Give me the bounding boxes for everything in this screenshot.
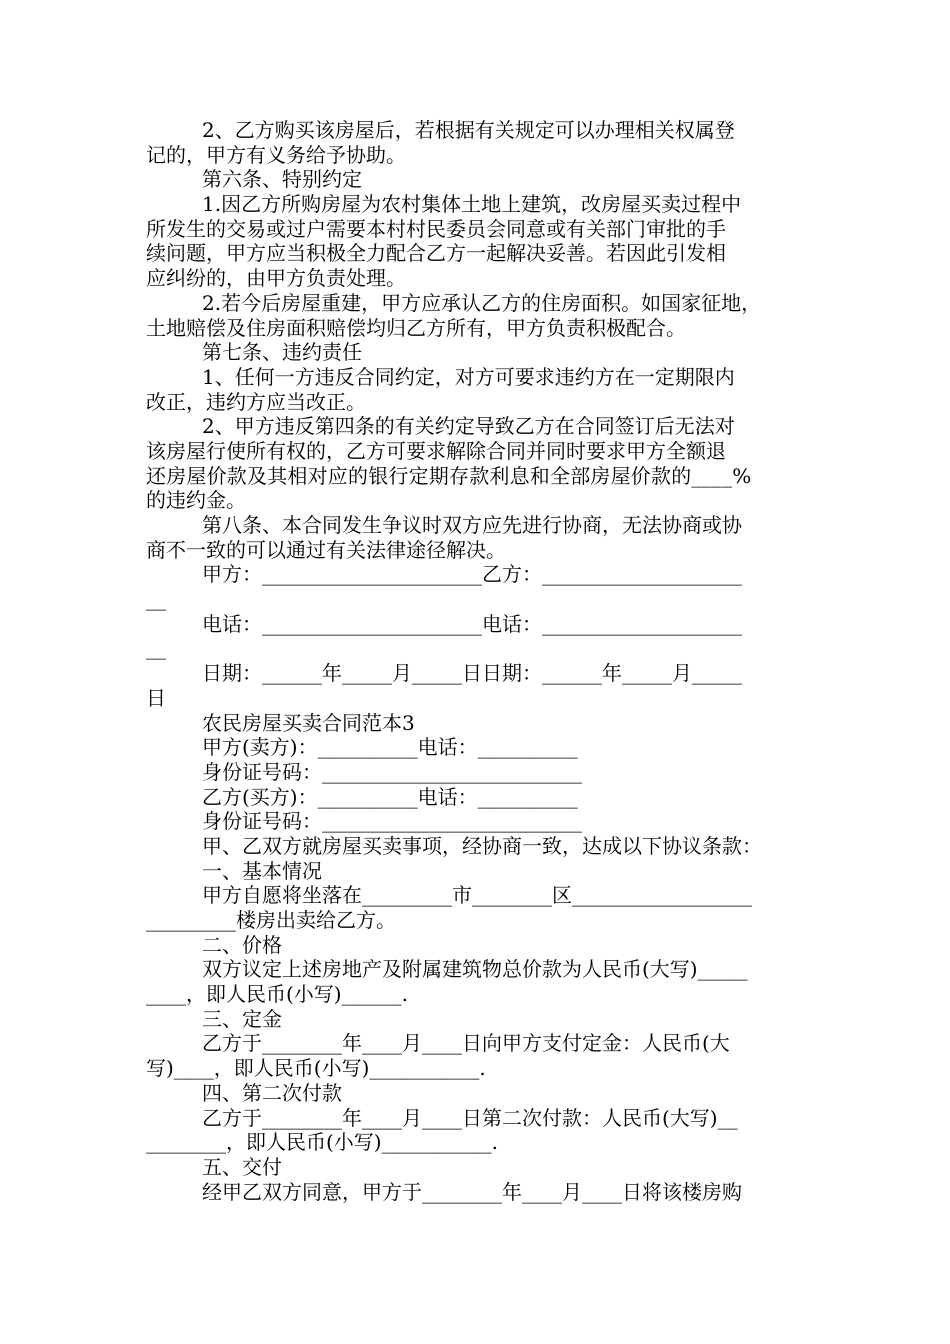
clause-7-2-line-2: 该房屋行使所有权的，乙方可要求解除合同并同时要求甲方全额退 [146, 438, 726, 463]
clause-7-2-line-1: 2、甲方违反第四条的有关约定导致乙方在合同签订后无法对 [202, 414, 735, 439]
article-8-line-2: 商不一致的可以通过有关法律途径解决。 [146, 537, 506, 562]
section-1-line-2: _________楼房出卖给乙方。 [146, 908, 396, 932]
section-1-heading: 一、基本情况 [202, 858, 322, 883]
clause-6-1-line-2: 所发生的交易或过户需要本村村民委员会同意或有关部门审批的手 [146, 216, 726, 241]
clause-6-2-line-1: 2.若今后房屋重建，甲方应承认乙方的住房面积。如国家征地， [202, 290, 762, 315]
seller-phone-line: 甲方(卖方)：__________电话：__________ [202, 735, 578, 760]
clause-6-1-line-1: 1.因乙方所购房屋为农村集体土地上建筑，改房屋买卖过程中 [202, 192, 742, 217]
signature-party-overflow: __ [146, 587, 166, 612]
article-6-heading: 第六条、特别约定 [202, 167, 362, 192]
clause-7-1-line-1: 1、任何一方违反合同约定，对方可要求违约方在一定期限内 [202, 364, 735, 389]
section-2-line-1: 双方议定上述房地产及附属建筑物总价款为人民币(大写)_____ [202, 957, 748, 982]
signature-party-line: 甲方：______________________乙方：____________________ [202, 562, 742, 587]
signature-date-overflow: 日 [146, 685, 166, 710]
section-4-heading: 四、第二次付款 [202, 1080, 342, 1105]
template-3-title: 农民房屋买卖合同范本3 [202, 710, 415, 735]
section-4-line-2: ________，即人民币(小写)___________. [146, 1130, 498, 1155]
buyer-id-line: 身份证号码：__________________________ [202, 809, 582, 834]
section-2-line-2: ____，即人民币(小写)______. [146, 982, 408, 1007]
clause-7-1-line-2: 改正，违约方应当改正。 [146, 389, 366, 414]
clause-7-2-line-3: 还房屋价款及其相对应的银行定期存款利息和全部房屋价款的____% [146, 463, 752, 488]
signature-phone-line: 电话：______________________电话：____________________ [202, 611, 742, 636]
agreement-intro: 甲、乙双方就房屋买卖事项，经协商一致，达成以下协议条款： [202, 833, 762, 858]
section-4-line-1: 乙方于________年____月____日第二次付款：人民币(大写)__ [202, 1105, 738, 1130]
signature-date-line: 日期：______年_____月_____日日期：______年_____月_____ [202, 661, 742, 686]
article-8-line-1: 第八条、本合同发生争议时双方应先进行协商，无法协商或协 [202, 513, 742, 537]
section-3-line-2: 写)____，即人民币(小写)___________. [146, 1056, 486, 1081]
section-5-heading: 五、交付 [202, 1154, 282, 1179]
clause-6-2-line-2: 土地赔偿及住房面积赔偿均归乙方所有，甲方负责积极配合。 [146, 315, 686, 340]
clause-7-2-line-4: 的违约金。 [146, 488, 246, 513]
article-7-heading: 第七条、违约责任 [202, 340, 362, 365]
clause-5-2-line-1: 2、乙方购买该房屋后，若根据有关规定可以办理相关权属登 [202, 118, 735, 142]
clause-6-1-line-3: 续问题，甲方应当积极全力配合乙方一起解决妥善。若因此引发相 [146, 241, 726, 266]
clause-6-1-line-4: 应纠纷的，由甲方负责处理。 [146, 266, 406, 291]
buyer-phone-line: 乙方(买方)：__________电话：__________ [202, 784, 578, 809]
section-5-line-1: 经甲乙双方同意，甲方于________年____月____日将该楼房购 [202, 1179, 742, 1204]
signature-phone-overflow: __ [146, 636, 166, 661]
document-page [146, 118, 810, 1204]
seller-id-line: 身份证号码：__________________________ [202, 759, 582, 784]
section-3-line-1: 乙方于________年____月____日向甲方支付定金：人民币(大 [202, 1031, 730, 1056]
clause-5-2-line-2: 记的，甲方有义务给予协助。 [146, 142, 406, 167]
section-1-line-1: 甲方自愿将坐落在_________市________区__________________ [202, 883, 752, 908]
section-3-heading: 三、定金 [202, 1006, 282, 1031]
section-2-heading: 二、价格 [202, 932, 282, 957]
